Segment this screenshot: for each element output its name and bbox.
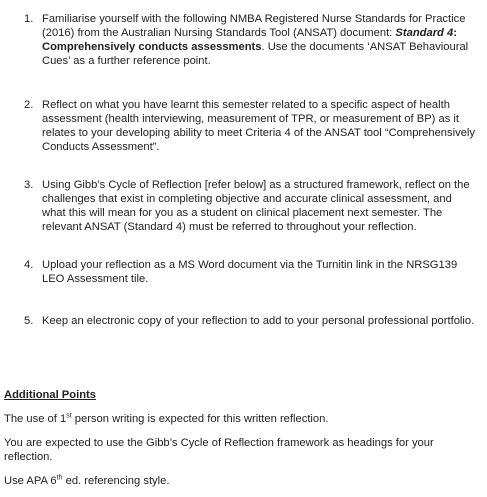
standard-4-title: : Comprehensively conducts assessments [42, 27, 457, 53]
additional-points-heading: Additional Points [4, 389, 96, 401]
list-number: 3. [24, 179, 34, 191]
additional-point-1: The use of 1st person writing is expected for this written reflection. [4, 412, 329, 425]
list-text: Reflect on what you have learnt this semester related to a specific aspect of health assessment (health interviewing, measurement of TPR, or measurement of BP) as it relates to your developing ability to meet Criteria 4 of the ANSAT tool “Comprehensively Conducts Assessment”. [42, 99, 476, 153]
list-number: 4. [24, 259, 34, 271]
list-number: 1. [24, 13, 34, 25]
list-text: Using Gibb’s Cycle of Reflection [refer below] as a structured framework, reflect on the challenges that exist in completing objective and accurate clinical assessment, and what this will mean for you as a student on clinical placement next semester. The relevant ANSAT (Standard 4) must be referred to throughout your reflection. [42, 179, 470, 233]
list-number: 5. [24, 315, 34, 327]
standard-4-emphasis: Standard 4 [395, 27, 454, 39]
additional-point-2: You are expected to use the Gibb’s Cycle of Reflection framework as headings for your reflection. [4, 437, 434, 463]
additional-point-3: Use APA 6th ed. referencing style. [4, 474, 170, 487]
list-text: Familiarise yourself with the following NMBA Registered Nurse Standards for Practice (2016) from the Australian Nursing Standards Tool (ANSAT) document: Standard 4: Comprehensively conducts assessments. Use the documents ‘ANSAT Behavioural Cues’ as a further reference point. [42, 13, 469, 67]
list-text: Keep an electronic copy of your reflection to add to your personal professional portfolio. [42, 315, 475, 327]
list-number: 2. [24, 99, 34, 111]
list-text: Upload your reflection as a MS Word document via the Turnitin link in the NRSG139 LEO Assessment tile. [42, 259, 458, 285]
